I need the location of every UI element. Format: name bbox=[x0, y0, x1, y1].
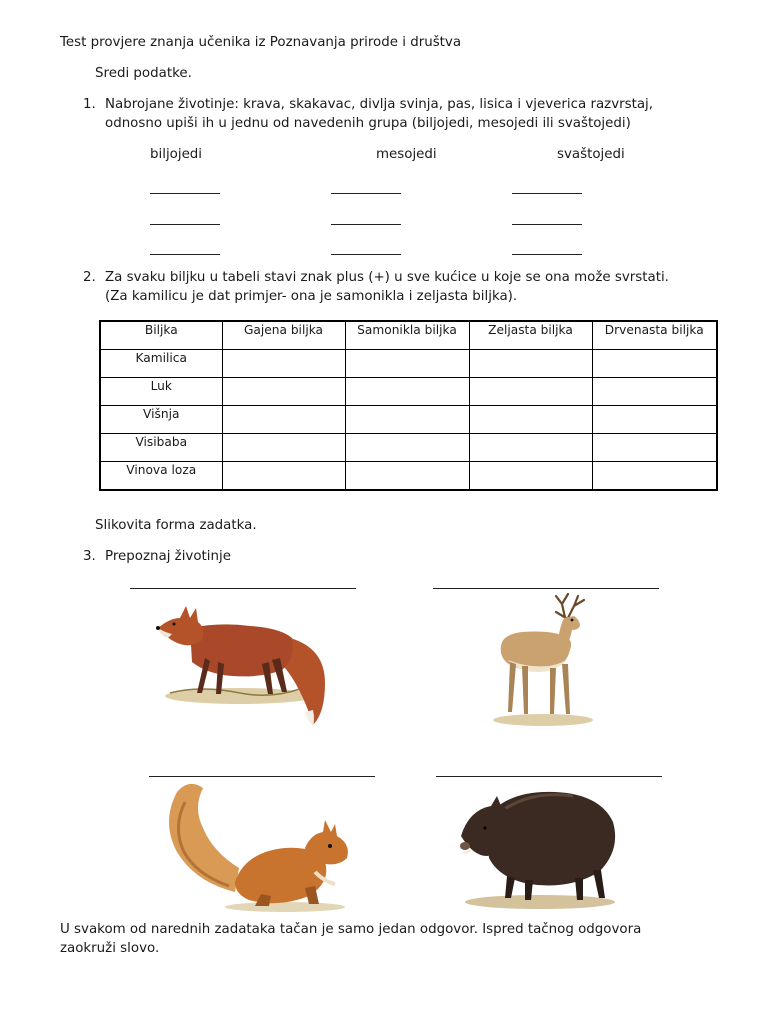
column-header: Samonikla biljka bbox=[345, 321, 469, 350]
table-header-row bbox=[100, 321, 717, 350]
footer-text-line2: zaokruži slovo. bbox=[60, 941, 160, 956]
answer-cell[interactable] bbox=[469, 350, 592, 378]
plant-name-cell: Vinova loza bbox=[100, 462, 222, 491]
answer-cell[interactable] bbox=[345, 350, 469, 378]
answer-cell[interactable] bbox=[222, 378, 345, 406]
answer-cell[interactable] bbox=[469, 378, 592, 406]
task1-text-line2: odnosno upiši ih u jednu od navedenih grupa (biljojedi, mesojedi ili svaštojedi) bbox=[105, 116, 631, 131]
plant-name-cell: Višnja bbox=[100, 406, 222, 434]
task1-text-line1: Nabrojane životinje: krava, skakavac, divlja svinja, pas, lisica i vjeverica razvrstaj, bbox=[105, 97, 654, 112]
section-label: Slikovita forma zadatka. bbox=[95, 518, 257, 533]
answer-cell[interactable] bbox=[222, 462, 345, 491]
animal-name-blank[interactable] bbox=[436, 776, 662, 777]
plant-name-cell: Luk bbox=[100, 378, 222, 406]
plant-name-cell: Visibaba bbox=[100, 434, 222, 462]
table-row bbox=[100, 462, 717, 491]
table-row bbox=[100, 378, 717, 406]
answer-cell[interactable] bbox=[469, 462, 592, 491]
animal-name-blank[interactable] bbox=[149, 776, 375, 777]
column-header: Biljka bbox=[100, 321, 222, 350]
footer-text-line1: U svakom od narednih zadataka tačan je samo jedan odgovor. Ispred tačnog odgovora bbox=[60, 922, 642, 937]
squirrel-illustration bbox=[165, 782, 355, 917]
answer-cell[interactable] bbox=[592, 434, 717, 462]
group-label-omnivores: svaštojedi bbox=[557, 147, 625, 162]
table-row bbox=[100, 434, 717, 462]
answer-cell[interactable] bbox=[469, 406, 592, 434]
task2-number: 2. bbox=[83, 270, 96, 285]
page-title: Test provjere znanja učenika iz Poznavanja prirode i društva bbox=[60, 35, 462, 50]
column-header: Gajena biljka bbox=[222, 321, 345, 350]
answer-cell[interactable] bbox=[345, 462, 469, 491]
answer-blank[interactable] bbox=[331, 193, 401, 194]
answer-blank[interactable] bbox=[331, 224, 401, 225]
answer-cell[interactable] bbox=[592, 406, 717, 434]
answer-cell[interactable] bbox=[222, 434, 345, 462]
answer-blank[interactable] bbox=[512, 254, 582, 255]
answer-blank[interactable] bbox=[150, 254, 220, 255]
task3-text: Prepoznaj životinje bbox=[105, 549, 231, 564]
answer-blank[interactable] bbox=[512, 193, 582, 194]
table-row bbox=[100, 350, 717, 378]
answer-cell[interactable] bbox=[592, 462, 717, 491]
answer-blank[interactable] bbox=[331, 254, 401, 255]
task1-number: 1. bbox=[83, 97, 96, 112]
answer-cell[interactable] bbox=[592, 350, 717, 378]
column-header: Zeljasta biljka bbox=[469, 321, 592, 350]
answer-cell[interactable] bbox=[345, 406, 469, 434]
group-label-carnivores: mesojedi bbox=[376, 147, 437, 162]
answer-cell[interactable] bbox=[222, 350, 345, 378]
fox-illustration bbox=[150, 598, 335, 733]
boar-illustration bbox=[455, 780, 625, 920]
task2-text-line1: Za svaku biljku u tabeli stavi znak plus (+) u sve kućice u koje se ona može svrstati. bbox=[105, 270, 669, 285]
answer-cell[interactable] bbox=[345, 434, 469, 462]
deer-illustration bbox=[488, 590, 603, 730]
task2-text-line2: (Za kamilicu je dat primjer- ona je samonikla i zeljasta biljka). bbox=[105, 289, 518, 304]
answer-cell[interactable] bbox=[592, 378, 717, 406]
table-row bbox=[100, 406, 717, 434]
answer-cell[interactable] bbox=[222, 406, 345, 434]
answer-blank[interactable] bbox=[512, 224, 582, 225]
instruction-subtitle: Sredi podatke. bbox=[95, 66, 192, 81]
animal-name-blank[interactable] bbox=[130, 588, 356, 589]
answer-blank[interactable] bbox=[150, 193, 220, 194]
plant-name-cell: Kamilica bbox=[100, 350, 222, 378]
answer-blank[interactable] bbox=[150, 224, 220, 225]
column-header: Drvenasta biljka bbox=[592, 321, 717, 350]
animal-name-blank[interactable] bbox=[433, 588, 659, 589]
group-label-herbivores: biljojedi bbox=[150, 147, 203, 162]
task3-number: 3. bbox=[83, 549, 96, 564]
answer-cell[interactable] bbox=[345, 378, 469, 406]
plant-classification-table bbox=[99, 320, 718, 491]
answer-cell[interactable] bbox=[469, 434, 592, 462]
